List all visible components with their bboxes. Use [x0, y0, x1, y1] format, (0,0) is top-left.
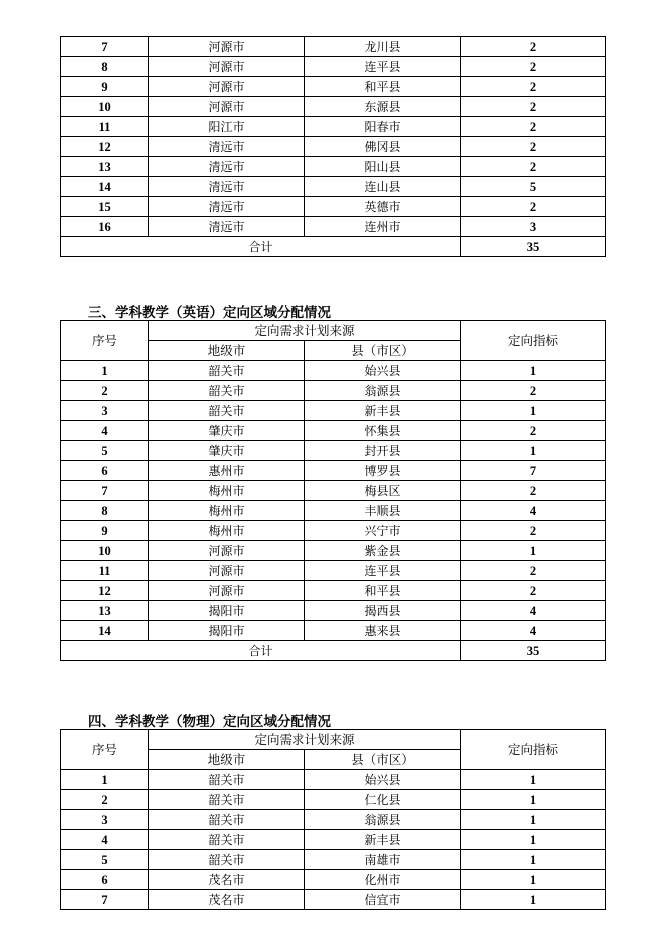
quota-cell: 2 [461, 117, 606, 137]
row-number: 9 [61, 77, 149, 97]
row-number: 5 [61, 850, 149, 870]
county-cell: 和平县 [305, 581, 461, 601]
row-number: 11 [61, 561, 149, 581]
city-cell: 河源市 [149, 77, 305, 97]
city-cell: 茂名市 [149, 870, 305, 890]
table-row [61, 97, 606, 117]
table-row [61, 157, 606, 177]
row-number: 2 [61, 381, 149, 401]
quota-cell: 2 [461, 581, 606, 601]
city-cell: 河源市 [149, 37, 305, 57]
row-number: 13 [61, 601, 149, 621]
table-row [61, 561, 606, 581]
county-cell: 博罗县 [305, 461, 461, 481]
city-cell: 惠州市 [149, 461, 305, 481]
header-city: 地级市 [149, 341, 305, 361]
city-cell: 清远市 [149, 217, 305, 237]
quota-cell: 2 [461, 381, 606, 401]
quota-cell: 4 [461, 621, 606, 641]
county-cell: 紫金县 [305, 541, 461, 561]
total-row [61, 641, 606, 661]
table-row [61, 361, 606, 381]
table-row [61, 461, 606, 481]
row-number: 3 [61, 401, 149, 421]
quota-cell: 5 [461, 177, 606, 197]
header-row [61, 321, 606, 341]
county-cell: 英德市 [305, 197, 461, 217]
city-cell: 韶关市 [149, 850, 305, 870]
quota-cell: 2 [461, 481, 606, 501]
table-row [61, 501, 606, 521]
table-row [61, 601, 606, 621]
table-row [61, 890, 606, 910]
table-row [61, 481, 606, 501]
table-row [61, 77, 606, 97]
row-number: 5 [61, 441, 149, 461]
table-row [61, 830, 606, 850]
table-row [61, 790, 606, 810]
quota-cell: 1 [461, 790, 606, 810]
row-number: 7 [61, 890, 149, 910]
county-cell: 佛冈县 [305, 137, 461, 157]
row-number: 6 [61, 461, 149, 481]
row-number: 10 [61, 97, 149, 117]
quota-cell: 1 [461, 870, 606, 890]
city-cell: 韶关市 [149, 401, 305, 421]
table-row [61, 870, 606, 890]
quota-cell: 3 [461, 217, 606, 237]
city-cell: 肇庆市 [149, 441, 305, 461]
header-no: 序号 [61, 730, 149, 770]
county-cell: 连平县 [305, 57, 461, 77]
county-cell: 和平县 [305, 77, 461, 97]
total-label: 合计 [61, 641, 461, 661]
table-row [61, 217, 606, 237]
city-cell: 梅州市 [149, 481, 305, 501]
county-cell: 化州市 [305, 870, 461, 890]
quota-cell: 2 [461, 157, 606, 177]
table-row [61, 521, 606, 541]
header-city: 地级市 [149, 750, 305, 770]
quota-cell: 1 [461, 850, 606, 870]
quota-cell: 1 [461, 401, 606, 421]
county-cell: 新丰县 [305, 401, 461, 421]
city-cell: 清远市 [149, 157, 305, 177]
county-cell: 龙川县 [305, 37, 461, 57]
table-row [61, 137, 606, 157]
table-row [61, 381, 606, 401]
table-row [61, 401, 606, 421]
city-cell: 梅州市 [149, 501, 305, 521]
table-row [61, 57, 606, 77]
table-row [61, 541, 606, 561]
row-number: 14 [61, 177, 149, 197]
county-cell: 丰顺县 [305, 501, 461, 521]
quota-cell: 1 [461, 361, 606, 381]
city-cell: 清远市 [149, 137, 305, 157]
quota-cell: 1 [461, 770, 606, 790]
city-cell: 阳江市 [149, 117, 305, 137]
county-cell: 兴宁市 [305, 521, 461, 541]
city-cell: 韶关市 [149, 381, 305, 401]
quota-cell: 4 [461, 601, 606, 621]
table-row [61, 177, 606, 197]
row-number: 8 [61, 57, 149, 77]
header-quota: 定向指标 [461, 730, 606, 770]
city-cell: 河源市 [149, 581, 305, 601]
table-row [61, 621, 606, 641]
quota-cell: 1 [461, 541, 606, 561]
city-cell: 河源市 [149, 541, 305, 561]
section-title-physics: 四、学科教学（物理）定向区域分配情况 [88, 714, 331, 730]
county-cell: 怀集县 [305, 421, 461, 441]
table-body [61, 770, 606, 910]
row-number: 3 [61, 810, 149, 830]
table-body [61, 361, 606, 641]
header-row [61, 730, 606, 750]
county-cell: 东源县 [305, 97, 461, 117]
row-number: 10 [61, 541, 149, 561]
quota-cell: 2 [461, 197, 606, 217]
county-cell: 梅县区 [305, 481, 461, 501]
allocation-table-continued [60, 36, 606, 257]
table-row [61, 421, 606, 441]
table-row [61, 770, 606, 790]
quota-cell: 7 [461, 461, 606, 481]
total-row [61, 237, 606, 257]
quota-cell: 4 [461, 501, 606, 521]
city-cell: 韶关市 [149, 830, 305, 850]
header-source: 定向需求计划来源 [149, 730, 461, 750]
county-cell: 阳山县 [305, 157, 461, 177]
header-county: 县（市区） [305, 341, 461, 361]
row-number: 14 [61, 621, 149, 641]
county-cell: 始兴县 [305, 361, 461, 381]
row-number: 15 [61, 197, 149, 217]
row-number: 1 [61, 770, 149, 790]
row-number: 11 [61, 117, 149, 137]
quota-cell: 2 [461, 421, 606, 441]
quota-cell: 2 [461, 37, 606, 57]
row-number: 7 [61, 481, 149, 501]
row-number: 4 [61, 421, 149, 441]
total-label: 合计 [61, 237, 461, 257]
city-cell: 清远市 [149, 197, 305, 217]
city-cell: 河源市 [149, 561, 305, 581]
table-row [61, 850, 606, 870]
county-cell: 连州市 [305, 217, 461, 237]
row-number: 12 [61, 581, 149, 601]
allocation-table-physics [60, 729, 606, 910]
header-no: 序号 [61, 321, 149, 361]
row-number: 13 [61, 157, 149, 177]
row-number: 8 [61, 501, 149, 521]
quota-cell: 2 [461, 137, 606, 157]
quota-cell: 1 [461, 810, 606, 830]
county-cell: 信宜市 [305, 890, 461, 910]
quota-cell: 1 [461, 890, 606, 910]
county-cell: 连山县 [305, 177, 461, 197]
total-value: 35 [461, 641, 606, 661]
table-row [61, 441, 606, 461]
header-quota: 定向指标 [461, 321, 606, 361]
quota-cell: 1 [461, 441, 606, 461]
county-cell: 始兴县 [305, 770, 461, 790]
city-cell: 河源市 [149, 97, 305, 117]
total-value: 35 [461, 237, 606, 257]
city-cell: 清远市 [149, 177, 305, 197]
city-cell: 韶关市 [149, 770, 305, 790]
table-row [61, 117, 606, 137]
city-cell: 河源市 [149, 57, 305, 77]
city-cell: 肇庆市 [149, 421, 305, 441]
city-cell: 茂名市 [149, 890, 305, 910]
county-cell: 封开县 [305, 441, 461, 461]
row-number: 12 [61, 137, 149, 157]
header-source: 定向需求计划来源 [149, 321, 461, 341]
row-number: 7 [61, 37, 149, 57]
county-cell: 阳春市 [305, 117, 461, 137]
county-cell: 仁化县 [305, 790, 461, 810]
city-cell: 韶关市 [149, 790, 305, 810]
row-number: 6 [61, 870, 149, 890]
row-number: 9 [61, 521, 149, 541]
quota-cell: 1 [461, 830, 606, 850]
table-row [61, 581, 606, 601]
county-cell: 翁源县 [305, 381, 461, 401]
allocation-table-english [60, 320, 606, 661]
table-row [61, 810, 606, 830]
county-cell: 惠来县 [305, 621, 461, 641]
row-number: 4 [61, 830, 149, 850]
city-cell: 梅州市 [149, 521, 305, 541]
county-cell: 南雄市 [305, 850, 461, 870]
quota-cell: 2 [461, 57, 606, 77]
quota-cell: 2 [461, 77, 606, 97]
city-cell: 韶关市 [149, 810, 305, 830]
city-cell: 韶关市 [149, 361, 305, 381]
city-cell: 揭阳市 [149, 621, 305, 641]
table-row [61, 197, 606, 217]
section-title-english: 三、学科教学（英语）定向区域分配情况 [88, 305, 331, 321]
table-row [61, 37, 606, 57]
row-number: 16 [61, 217, 149, 237]
quota-cell: 2 [461, 561, 606, 581]
county-cell: 连平县 [305, 561, 461, 581]
city-cell: 揭阳市 [149, 601, 305, 621]
table-body [61, 37, 606, 237]
quota-cell: 2 [461, 521, 606, 541]
row-number: 1 [61, 361, 149, 381]
county-cell: 新丰县 [305, 830, 461, 850]
county-cell: 揭西县 [305, 601, 461, 621]
header-county: 县（市区） [305, 750, 461, 770]
county-cell: 翁源县 [305, 810, 461, 830]
quota-cell: 2 [461, 97, 606, 117]
row-number: 2 [61, 790, 149, 810]
